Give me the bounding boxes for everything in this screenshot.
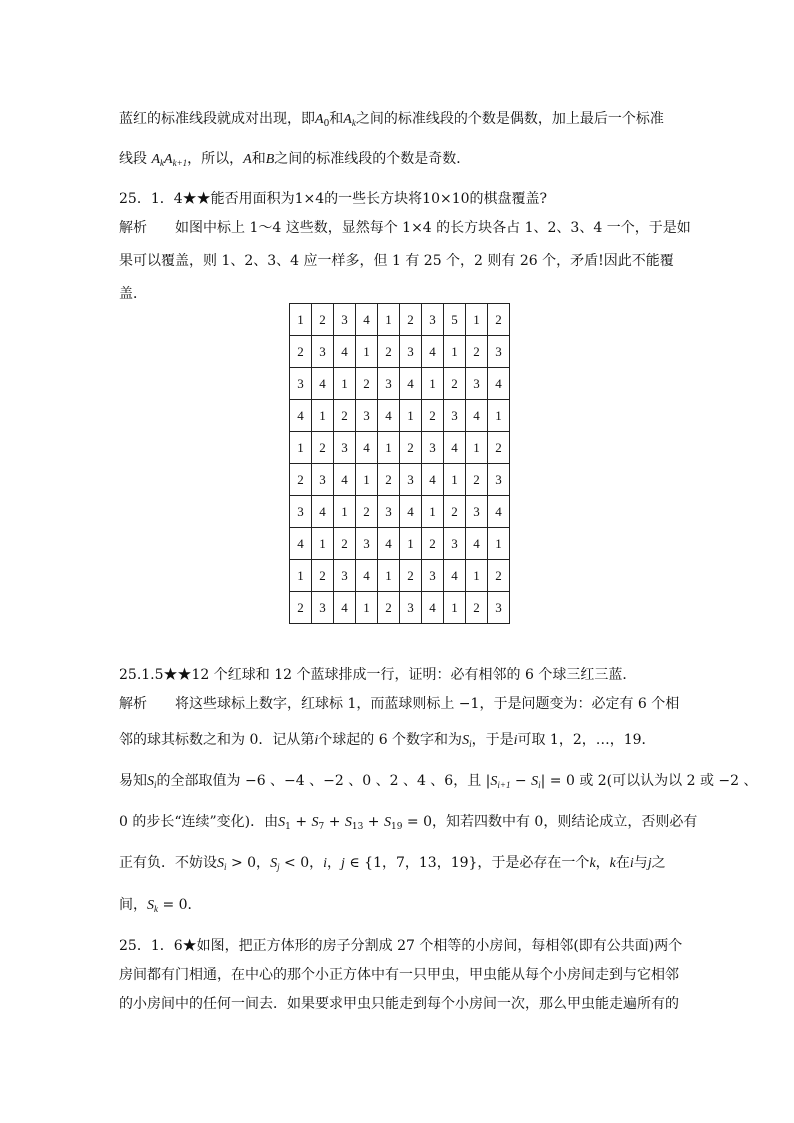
table-row <box>290 496 510 528</box>
table-cell: 4 <box>334 592 356 624</box>
table-cell: 3 <box>356 400 378 432</box>
table-cell: 4 <box>378 400 400 432</box>
table-cell: 3 <box>290 368 312 400</box>
table-cell: 4 <box>466 400 488 432</box>
table-cell: 1 <box>334 496 356 528</box>
table-row <box>290 592 510 624</box>
problem-line: 的小房间中的任何一间去．如果要求甲虫只能走到每个小房间一次，那么甲虫能走遍所有的 <box>119 996 679 1012</box>
table-cell: 2 <box>422 400 444 432</box>
table-cell: 2 <box>312 432 334 464</box>
table-cell: 5 <box>444 304 466 336</box>
table-cell: 4 <box>312 496 334 528</box>
problem-title: 25.1.5★★12 个红球和 12 个蓝球排成一行，证明：必有相邻的 6 个球三红三蓝． <box>119 667 637 683</box>
table-cell: 3 <box>444 400 466 432</box>
table-cell: 4 <box>466 528 488 560</box>
table-cell: 3 <box>466 496 488 528</box>
table-cell: 3 <box>422 304 444 336</box>
table-cell: 3 <box>422 560 444 592</box>
table-cell: 3 <box>334 560 356 592</box>
table-cell: 3 <box>422 432 444 464</box>
table-cell: 3 <box>444 528 466 560</box>
table-cell: 2 <box>378 336 400 368</box>
table-cell: 4 <box>400 368 422 400</box>
table-cell: 2 <box>400 432 422 464</box>
table-cell: 1 <box>422 496 444 528</box>
table-cell: 1 <box>378 560 400 592</box>
table-cell: 4 <box>488 368 510 400</box>
table-cell: 1 <box>334 368 356 400</box>
table-cell: 1 <box>378 432 400 464</box>
paragraph-line: 蓝红的标准线段就成对出现，即$A_0$和$A_k$之间的标准线段的个数是偶数，加上最后一个标准 <box>119 111 664 129</box>
table-cell: 1 <box>400 400 422 432</box>
problem-title: 25．1．4★★能否用面积为1×4的一些长方块将10×10的棋盘覆盖? <box>119 191 548 207</box>
table-cell: 4 <box>422 336 444 368</box>
analysis-line: 间，$S_k = 0$． <box>119 897 202 914</box>
analysis-line: 解析 将这些球标上数字，红球标 1，而蓝球则标上 −1，于是问题变为：必定有 6 个相 <box>119 693 679 713</box>
table-row <box>290 400 510 432</box>
table-cell: 3 <box>488 336 510 368</box>
table-cell: 1 <box>444 336 466 368</box>
table-cell: 2 <box>378 464 400 496</box>
table-cell: 2 <box>466 336 488 368</box>
table-cell: 2 <box>422 528 444 560</box>
table-cell: 2 <box>466 464 488 496</box>
table-cell: 1 <box>466 304 488 336</box>
table-cell: 4 <box>422 464 444 496</box>
table-cell: 3 <box>488 592 510 624</box>
analysis-label: 解析 <box>119 220 147 236</box>
table-cell: 2 <box>488 304 510 336</box>
table-cell: 3 <box>356 528 378 560</box>
table-cell: 4 <box>356 560 378 592</box>
analysis-line: 0 的步长“连续”变化)．由$S_1 + S_7 + S_{13} + S_{19} = 0$，知若四数中有 0，则结论成立，否则必有 <box>119 814 698 832</box>
table-cell: 1 <box>312 528 334 560</box>
table-cell: 1 <box>378 304 400 336</box>
table-row <box>290 464 510 496</box>
table-cell: 4 <box>444 432 466 464</box>
table-cell: 4 <box>312 368 334 400</box>
table-cell: 4 <box>356 304 378 336</box>
table-cell: 4 <box>488 496 510 528</box>
table-cell: 3 <box>312 336 334 368</box>
table-row <box>290 528 510 560</box>
analysis-line: 果可以覆盖，则 1、2、3、4 应一样多，但 1 有 25 个，2 则有 26 个，矛盾!因此不能覆 <box>119 253 674 269</box>
table-cell: 1 <box>290 304 312 336</box>
analysis-line: 邻的球其标数之和为 0．记从第i个球起的 6 个数字和为$S_i$，于是i可取 1，2，…，19． <box>119 732 656 749</box>
table-cell: 4 <box>334 464 356 496</box>
table-cell: 2 <box>444 496 466 528</box>
table-cell: 1 <box>290 560 312 592</box>
table-cell: 1 <box>444 464 466 496</box>
table-cell: 3 <box>378 496 400 528</box>
table-cell: 3 <box>400 592 422 624</box>
table-cell: 1 <box>312 400 334 432</box>
analysis-line: 盖． <box>119 286 147 302</box>
table-cell: 2 <box>400 304 422 336</box>
analysis-label: 解析 <box>119 696 147 712</box>
table-cell: 2 <box>312 304 334 336</box>
table-row <box>290 432 510 464</box>
number-grid-table <box>289 303 510 624</box>
analysis-line: 解析 如图中标上 1～4 这些数，显然每个 1×4 的长方块各占 1、2、3、4 一个，于是如 <box>119 217 691 237</box>
table-cell: 3 <box>466 368 488 400</box>
table-cell: 3 <box>378 368 400 400</box>
table-cell: 2 <box>488 432 510 464</box>
problem-line: 房间都有门相通，在中心的那个小正方体中有一只甲虫，甲虫能从每个小房间走到与它相邻 <box>119 967 679 983</box>
table-cell: 1 <box>444 592 466 624</box>
analysis-line: 正有负．不妨设$S_i > 0$，$S_j < 0$，i，j ∈ {1，7，13，19}，于是必存在一个k，k在i与j之 <box>119 855 666 872</box>
table-cell: 2 <box>356 496 378 528</box>
table-row <box>290 304 510 336</box>
table-cell: 3 <box>488 464 510 496</box>
table-cell: 4 <box>290 528 312 560</box>
table-cell: 4 <box>444 560 466 592</box>
table-cell: 2 <box>356 368 378 400</box>
table-cell: 2 <box>400 560 422 592</box>
paragraph-line: 线段 $A_kA_{k+1}$，所以，A和B之间的标准线段的个数是奇数． <box>119 151 471 168</box>
table-cell: 2 <box>334 528 356 560</box>
table-cell: 2 <box>466 592 488 624</box>
table-cell: 2 <box>488 560 510 592</box>
table-cell: 4 <box>422 592 444 624</box>
table-cell: 4 <box>356 432 378 464</box>
table-cell: 4 <box>290 400 312 432</box>
table-cell: 1 <box>466 560 488 592</box>
table-row <box>290 560 510 592</box>
table-cell: 2 <box>290 592 312 624</box>
table-cell: 3 <box>334 432 356 464</box>
table-cell: 4 <box>378 528 400 560</box>
table-cell: 1 <box>422 368 444 400</box>
table-cell: 3 <box>312 592 334 624</box>
table-cell: 4 <box>400 496 422 528</box>
table-cell: 2 <box>312 560 334 592</box>
table-cell: 2 <box>378 592 400 624</box>
table-cell: 2 <box>444 368 466 400</box>
table-cell: 1 <box>356 464 378 496</box>
table-cell: 3 <box>400 336 422 368</box>
table-row <box>290 336 510 368</box>
table-cell: 1 <box>488 528 510 560</box>
table-cell: 2 <box>334 400 356 432</box>
table-cell: 2 <box>290 464 312 496</box>
analysis-line: 易知$S_i$的全部取值为 −6 、−4 、−2 、0 、2 、4 、6，且 $|S_{i+1} - S_i| = 0$ 或 2(可以认为以 2 或 −2 、 <box>119 773 758 790</box>
grid-body <box>290 304 510 624</box>
table-cell: 3 <box>400 464 422 496</box>
table-cell: 1 <box>488 400 510 432</box>
table-cell: 1 <box>356 592 378 624</box>
table-cell: 3 <box>312 464 334 496</box>
table-cell: 1 <box>290 432 312 464</box>
table-cell: 2 <box>290 336 312 368</box>
table-cell: 4 <box>334 336 356 368</box>
table-cell: 3 <box>334 304 356 336</box>
problem-title: 25．1．6★如图，把正方体形的房子分割成 27 个相等的小房间，每相邻(即有公共面)两个 <box>119 938 683 954</box>
table-row <box>290 368 510 400</box>
table-cell: 1 <box>356 336 378 368</box>
table-cell: 1 <box>466 432 488 464</box>
table-cell: 1 <box>400 528 422 560</box>
table-cell: 3 <box>290 496 312 528</box>
